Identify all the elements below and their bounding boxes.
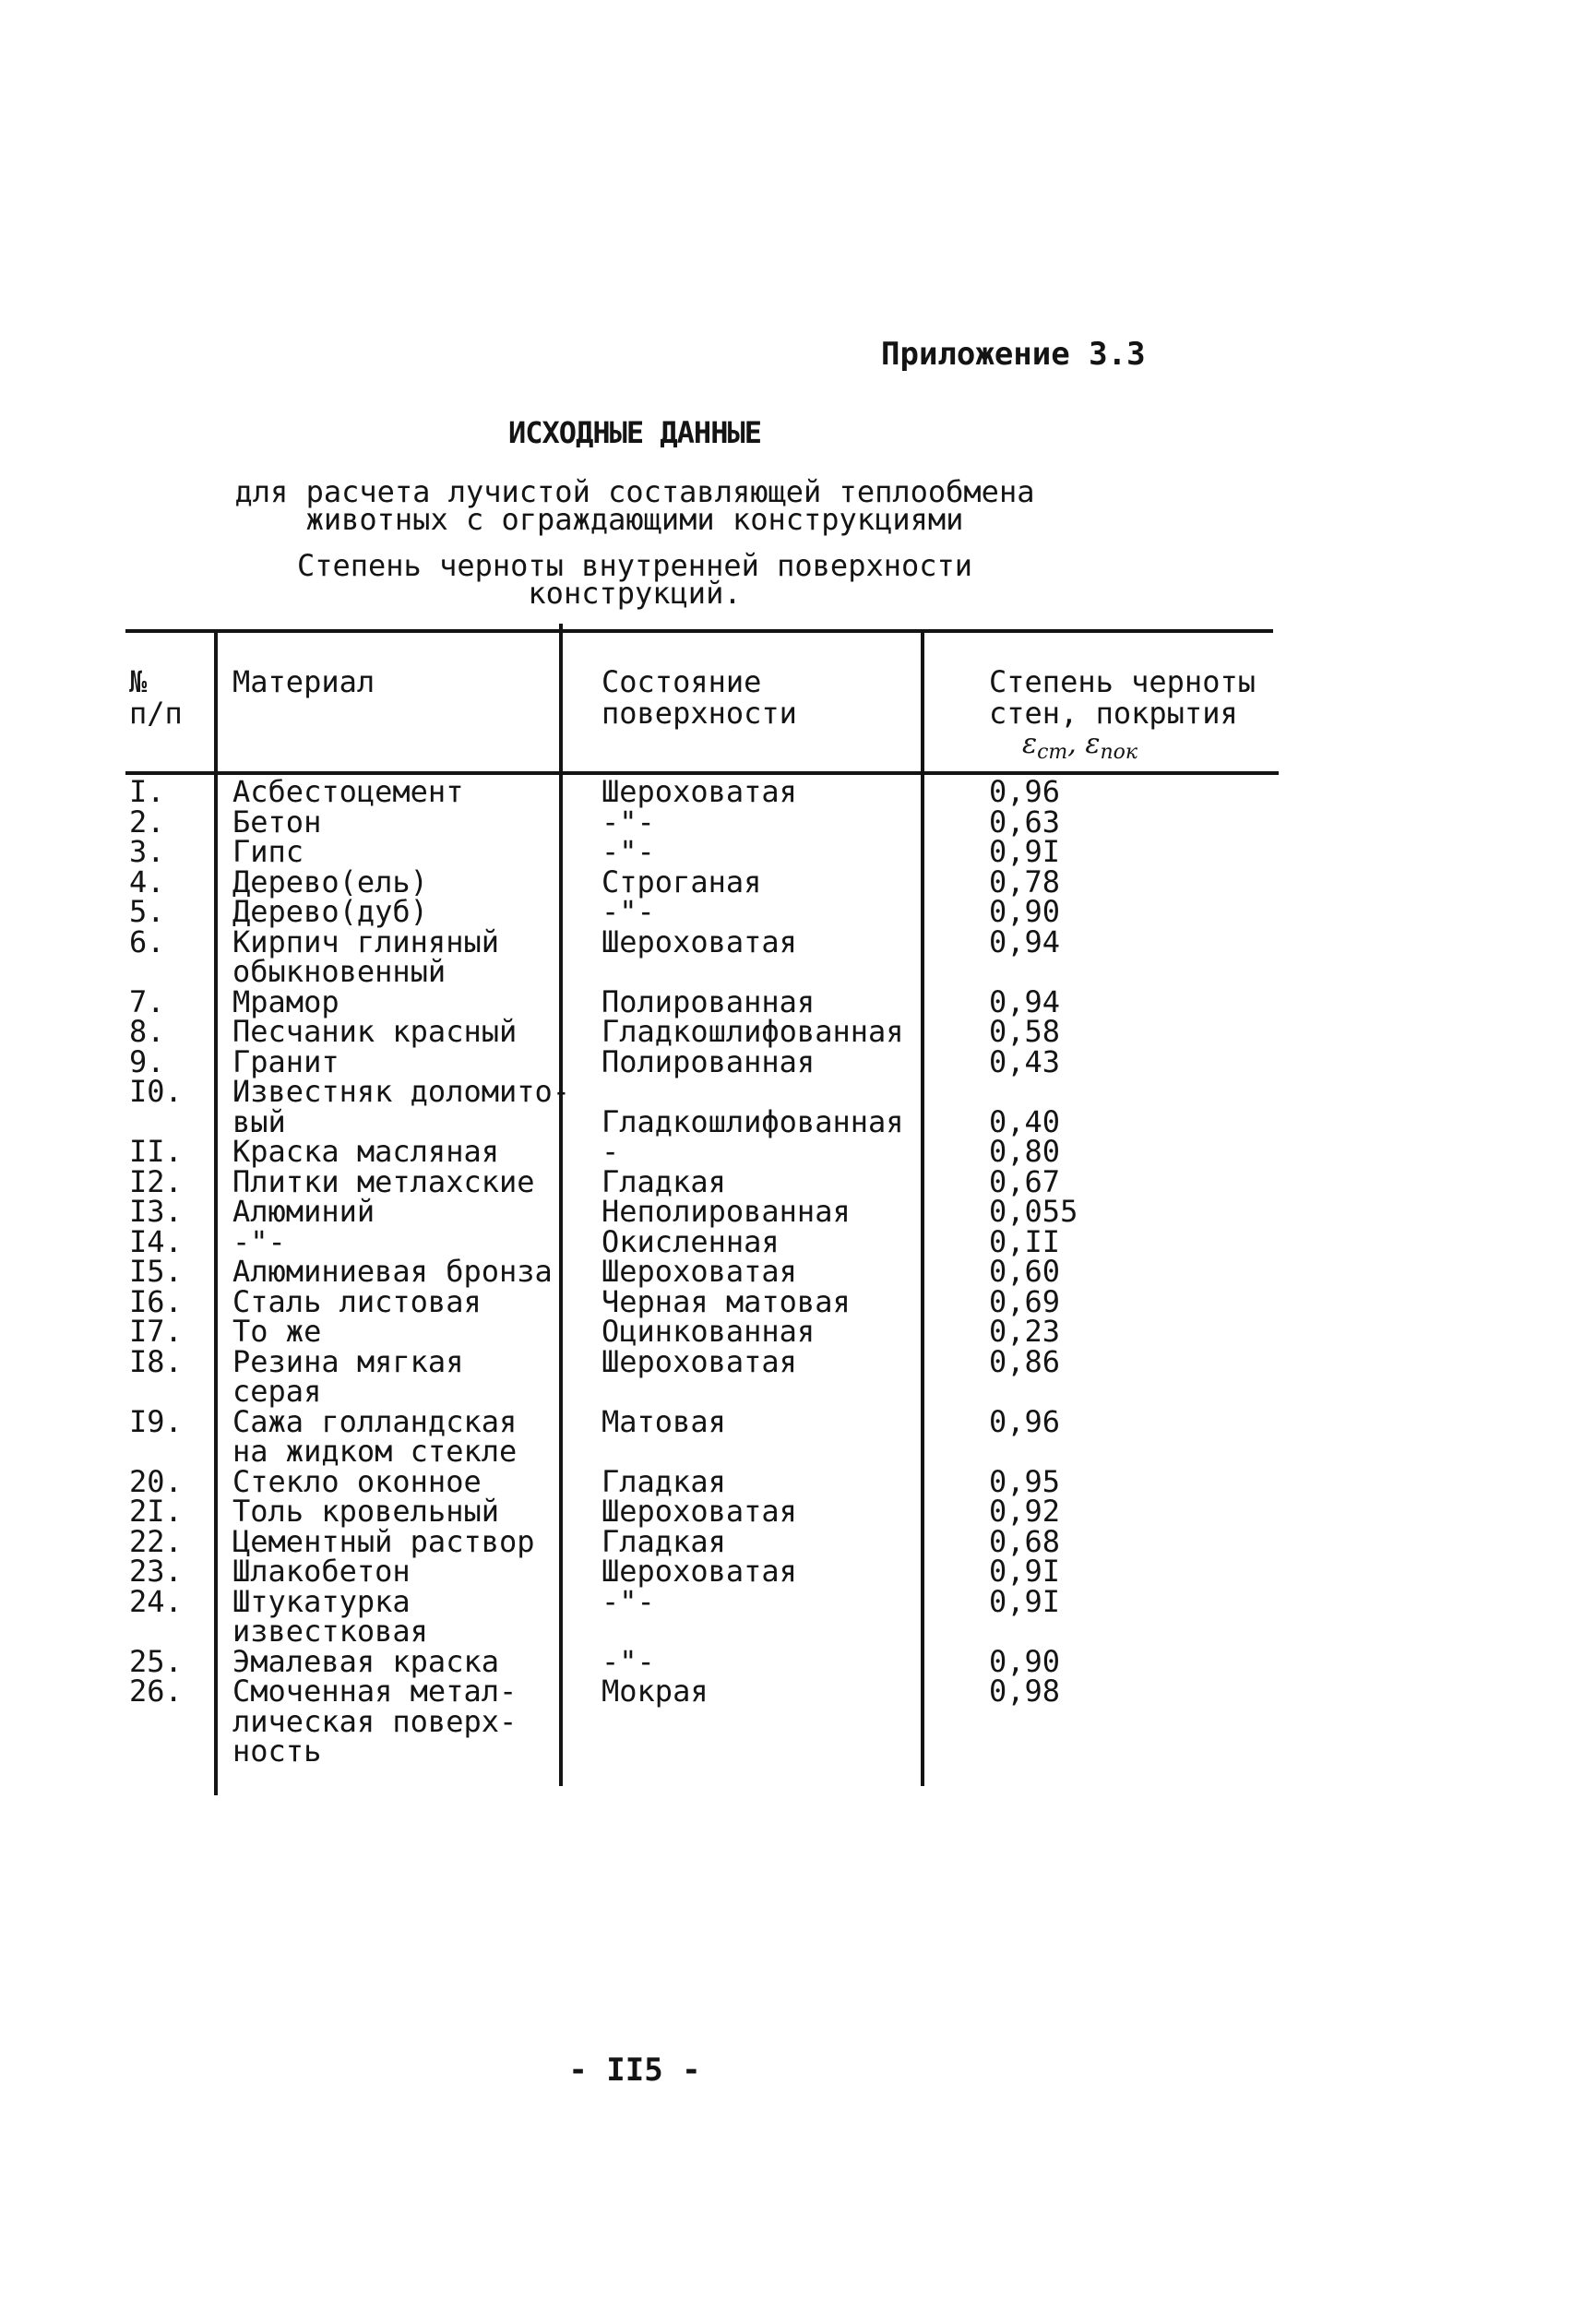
state-cell-line: Шероховатая (601, 1554, 797, 1589)
material-cell (225, 1463, 592, 1499)
table-row (129, 1077, 1292, 1137)
state-cell-line: -"- (601, 1643, 655, 1679)
header-value-line: Степень черноты (989, 664, 1256, 699)
state-cell (592, 1254, 963, 1289)
symbol-separator: , (1067, 728, 1086, 760)
emissivity-table (129, 666, 1292, 1767)
header-num (129, 666, 225, 777)
value-cell (963, 923, 1292, 987)
state-cell-line (601, 1077, 963, 1107)
value-cell (963, 804, 1292, 840)
state-cell-line: Шероховатая (601, 774, 797, 809)
material-cell-line: серая (232, 1374, 322, 1409)
material-cell-line: Толь кровельный (232, 1494, 499, 1529)
row-number: I5. (129, 1254, 183, 1289)
value-cell-line: 0,92 (989, 1494, 1061, 1529)
material-cell-line: Дерево(ель) (232, 864, 428, 899)
header-state (592, 666, 963, 777)
state-cell (592, 1643, 963, 1679)
header-value-line: стен, покрытия (989, 696, 1238, 731)
state-cell (592, 834, 963, 869)
value-cell (963, 1223, 1292, 1259)
table-row (129, 1496, 1292, 1527)
row-number: I3. (129, 1194, 183, 1229)
material-cell-line: Известняк доломито- (232, 1074, 571, 1109)
value-cell (963, 834, 1292, 869)
state-cell (592, 1343, 963, 1407)
header-state-line: поверхности (601, 696, 797, 731)
subtitle (0, 474, 1269, 537)
state-cell (592, 1194, 963, 1229)
table-row (129, 1047, 1292, 1078)
value-cell-line: 0,94 (989, 983, 1061, 1019)
state-cell-line: Черная матовая (601, 1283, 851, 1319)
state-cell-line: Матовая (601, 1403, 726, 1439)
value-cell-line: 0,43 (989, 1043, 1061, 1079)
table-top-rule (125, 629, 1273, 633)
value-cell (963, 1403, 1292, 1467)
material-cell (225, 1194, 592, 1229)
table-caption (0, 548, 1269, 611)
material-cell-line: обыкновенный (232, 954, 447, 989)
material-cell-line: Алюминиевая бронза (232, 1254, 553, 1289)
material-cell (225, 1556, 592, 1587)
table-row (129, 1167, 1292, 1197)
table-row (129, 987, 1292, 1018)
value-cell (963, 1523, 1292, 1559)
value-cell-line: 0,40 (989, 1103, 1061, 1139)
caption-line: конструкций. (528, 576, 742, 611)
material-cell (225, 1343, 592, 1409)
state-cell-line: Гладкая (601, 1163, 726, 1199)
value-cell (963, 1496, 1292, 1527)
material-cell-line: ность (232, 1733, 322, 1769)
header-num-line: п/п (129, 696, 183, 731)
material-cell-line: Асбестоцемент (232, 774, 464, 809)
value-cell-line: 0,9I (989, 1554, 1061, 1589)
material-cell-line: То же (232, 1314, 322, 1349)
row-number: 4. (129, 864, 165, 899)
row-number: I0. (129, 1074, 183, 1109)
state-cell-line: Шероховатая (601, 1254, 797, 1289)
material-cell (225, 1676, 592, 1767)
table-row (129, 1347, 1292, 1407)
table-row (129, 1407, 1292, 1467)
state-cell-line: Мокрая (601, 1674, 709, 1709)
material-cell-line: Алюминий (232, 1194, 375, 1229)
caption-line: Степень черноты внутренней поверхности (296, 548, 973, 583)
table-row (129, 777, 1292, 807)
value-cell (963, 1643, 1292, 1679)
state-cell (592, 1403, 963, 1467)
row-number: 23. (129, 1554, 183, 1589)
table-row (129, 1316, 1292, 1347)
material-cell-line: Кирпич глиняный (232, 923, 499, 959)
value-cell (963, 1283, 1292, 1319)
material-cell-line: -"- (232, 1223, 286, 1259)
header-value (963, 666, 1292, 777)
state-cell-line: Шероховатая (601, 1494, 797, 1529)
value-cell (963, 1134, 1292, 1169)
symbol-sub-wall: ст (1037, 741, 1068, 764)
state-cell (592, 894, 963, 929)
table-row (129, 1676, 1292, 1767)
material-cell (225, 1283, 592, 1319)
state-cell (592, 1077, 963, 1137)
material-cell-line: Эмалевая краска (232, 1643, 499, 1679)
table-row (129, 1257, 1292, 1287)
row-number: I. (129, 774, 165, 809)
value-cell (963, 1014, 1292, 1049)
material-cell (225, 774, 592, 809)
material-cell-line: Смоченная метал- (232, 1674, 518, 1709)
table-row (129, 1556, 1292, 1587)
value-cell-line: 0,96 (989, 774, 1061, 809)
value-cell-line: 0,90 (989, 894, 1061, 929)
material-cell-line: Шлакобетон (232, 1554, 411, 1589)
value-cell-line: 0,80 (989, 1134, 1061, 1169)
value-cell (963, 1676, 1292, 1767)
table-row (129, 1017, 1292, 1047)
value-cell (963, 1316, 1292, 1347)
row-number: I6. (129, 1283, 183, 1319)
value-cell-line: 0,95 (989, 1463, 1061, 1499)
material-cell-line: известковая (232, 1614, 428, 1649)
state-cell (592, 1676, 963, 1767)
document-title: ИСХОДНЫЕ ДАННЫЕ (508, 415, 761, 450)
material-cell-line: Сажа голландская (232, 1403, 518, 1439)
header-state-line: Состояние (601, 664, 762, 699)
value-cell-line: 0,60 (989, 1254, 1061, 1289)
material-cell-line: Стекло оконное (232, 1463, 482, 1499)
page-number: - II5 - (568, 2052, 701, 2089)
row-number: 24. (129, 1583, 183, 1619)
material-cell (225, 1043, 592, 1079)
value-cell-line: 0,86 (989, 1343, 1061, 1379)
value-cell-line: 0,II (989, 1223, 1061, 1259)
row-number: 7. (129, 983, 165, 1019)
state-cell (592, 1014, 963, 1049)
value-cell (963, 1077, 1292, 1137)
material-cell (225, 804, 592, 840)
row-number: 3. (129, 834, 165, 869)
material-cell (225, 1074, 592, 1139)
value-cell-line: 0,98 (989, 1674, 1061, 1709)
state-cell-line: Гладкошлифованная (601, 1014, 904, 1049)
material-cell-line: Гипс (232, 834, 304, 869)
state-cell (592, 1316, 963, 1347)
state-cell-line: Строганая (601, 864, 762, 899)
value-cell (963, 774, 1292, 809)
material-cell (225, 864, 592, 899)
row-number: 2I. (129, 1494, 183, 1529)
row-number: 5. (129, 894, 165, 929)
material-cell (225, 1254, 592, 1289)
row-number: 6. (129, 923, 165, 959)
state-cell-line: Полированная (601, 983, 816, 1019)
value-cell-line: 0,58 (989, 1014, 1061, 1049)
value-cell-line: 0,78 (989, 864, 1061, 899)
value-cell (963, 864, 1292, 899)
material-cell (225, 1223, 592, 1259)
table-row (129, 1647, 1292, 1677)
table-row (129, 1587, 1292, 1647)
state-cell-line: Неполированная (601, 1194, 851, 1229)
row-number: 8. (129, 1014, 165, 1049)
material-cell-line: Краска масляная (232, 1134, 499, 1169)
state-cell (592, 1043, 963, 1079)
value-cell-line: 0,94 (989, 923, 1061, 959)
symbol-eps-roof: ε (1085, 728, 1101, 760)
table-row (129, 1467, 1292, 1497)
value-cell (963, 1556, 1292, 1587)
value-cell-line: 0,9I (989, 834, 1061, 869)
state-cell (592, 1283, 963, 1319)
material-cell-line: на жидком стекле (232, 1434, 518, 1469)
material-cell-line: лическая поверх- (232, 1703, 518, 1739)
material-cell (225, 1583, 592, 1649)
value-cell-line: 0,90 (989, 1643, 1061, 1679)
value-cell-line: 0,96 (989, 1403, 1061, 1439)
value-cell (963, 1343, 1292, 1407)
row-number: II. (129, 1134, 183, 1169)
state-cell-line: -"- (601, 834, 655, 869)
value-cell (963, 1463, 1292, 1499)
row-number: 9. (129, 1043, 165, 1079)
state-cell (592, 1134, 963, 1169)
state-cell-line: Шероховатая (601, 1343, 797, 1379)
value-cell (963, 1583, 1292, 1647)
material-cell-line: Плитки метлахские (232, 1163, 535, 1199)
state-cell (592, 1556, 963, 1587)
row-number: 22. (129, 1523, 183, 1559)
table-row (129, 807, 1292, 838)
material-cell-line: Мрамор (232, 983, 339, 1019)
state-cell (592, 1223, 963, 1259)
value-cell (963, 1194, 1292, 1229)
state-cell (592, 774, 963, 809)
row-number: I2. (129, 1163, 183, 1199)
state-cell-line: - (601, 1134, 620, 1169)
state-cell (592, 1163, 963, 1199)
table-row (129, 1527, 1292, 1557)
material-cell (225, 923, 592, 989)
material-cell (225, 1403, 592, 1469)
material-cell-line: Дерево(дуб) (232, 894, 428, 929)
state-cell-line: Гладкая (601, 1523, 726, 1559)
material-cell-line: Цементный раствор (232, 1523, 535, 1559)
value-cell-line: 0,68 (989, 1523, 1061, 1559)
state-cell-line: -"- (601, 894, 655, 929)
emissivity-symbol (989, 729, 1292, 768)
material-cell-line: Сталь листовая (232, 1283, 482, 1319)
material-cell-line: Гранит (232, 1043, 339, 1079)
state-cell-line: Гладкошлифованная (601, 1103, 904, 1139)
row-number: 26. (129, 1674, 183, 1709)
material-cell (225, 834, 592, 869)
row-number: I9. (129, 1403, 183, 1439)
header-num-line: № (129, 664, 148, 699)
state-cell (592, 1583, 963, 1647)
material-cell (225, 1523, 592, 1559)
table-row (129, 1227, 1292, 1257)
table-row (129, 1197, 1292, 1227)
table-row (129, 837, 1292, 867)
material-cell (225, 1014, 592, 1049)
value-cell-line (989, 1077, 1292, 1107)
table-row (129, 897, 1292, 927)
value-cell (963, 894, 1292, 929)
state-cell (592, 804, 963, 840)
row-number: 25. (129, 1643, 183, 1679)
value-cell (963, 1254, 1292, 1289)
state-cell-line: Оцинкованная (601, 1314, 816, 1349)
value-cell-line: 0,63 (989, 804, 1061, 840)
state-cell (592, 1463, 963, 1499)
value-cell-line: 0,9I (989, 1583, 1061, 1619)
value-cell-line: 0,055 (989, 1194, 1078, 1229)
value-cell-line: 0,23 (989, 1314, 1061, 1349)
value-cell (963, 1163, 1292, 1199)
table-row (129, 927, 1292, 987)
header-material: Материал (232, 664, 375, 699)
value-cell-line: 0,69 (989, 1283, 1061, 1319)
table-header-row (129, 666, 1292, 777)
state-cell (592, 1523, 963, 1559)
row-number: I7. (129, 1314, 183, 1349)
state-cell (592, 983, 963, 1019)
value-cell (963, 1043, 1292, 1079)
state-cell (592, 1496, 963, 1527)
symbol-sub-roof: пок (1100, 741, 1138, 764)
material-cell (225, 1134, 592, 1169)
table-row (129, 1287, 1292, 1317)
table-row (129, 867, 1292, 898)
row-number: I8. (129, 1343, 183, 1379)
material-cell (225, 1643, 592, 1679)
material-cell-line: вый (232, 1103, 286, 1139)
material-cell-line: Штукатурка (232, 1583, 411, 1619)
row-number: 2. (129, 804, 165, 840)
table-row (129, 1137, 1292, 1167)
state-cell-line: -"- (601, 1583, 655, 1619)
material-cell (225, 1496, 592, 1527)
subtitle-line: животных с ограждающими конструкциями (305, 502, 964, 537)
value-cell-line: 0,67 (989, 1163, 1061, 1199)
state-cell-line: Шероховатая (601, 923, 797, 959)
material-cell-line: Бетон (232, 804, 322, 840)
material-cell (225, 983, 592, 1019)
state-cell (592, 923, 963, 987)
row-number: I4. (129, 1223, 183, 1259)
material-cell-line: Резина мягкая (232, 1343, 464, 1379)
state-cell (592, 864, 963, 899)
material-cell (225, 894, 592, 929)
state-cell-line: -"- (601, 804, 655, 840)
row-number: 20. (129, 1463, 183, 1499)
subtitle-line: для расчета лучистой составляющей теплообмена (234, 474, 1035, 509)
material-cell (225, 1163, 592, 1199)
appendix-label: Приложение 3.3 (881, 336, 1146, 373)
state-cell-line: Полированная (601, 1043, 816, 1079)
material-cell-line: Песчаник красный (232, 1014, 518, 1049)
state-cell-line: Гладкая (601, 1463, 726, 1499)
symbol-eps-wall: ε (1022, 728, 1038, 760)
value-cell (963, 983, 1292, 1019)
material-cell (225, 1316, 592, 1347)
state-cell-line: Окисленная (601, 1223, 780, 1259)
